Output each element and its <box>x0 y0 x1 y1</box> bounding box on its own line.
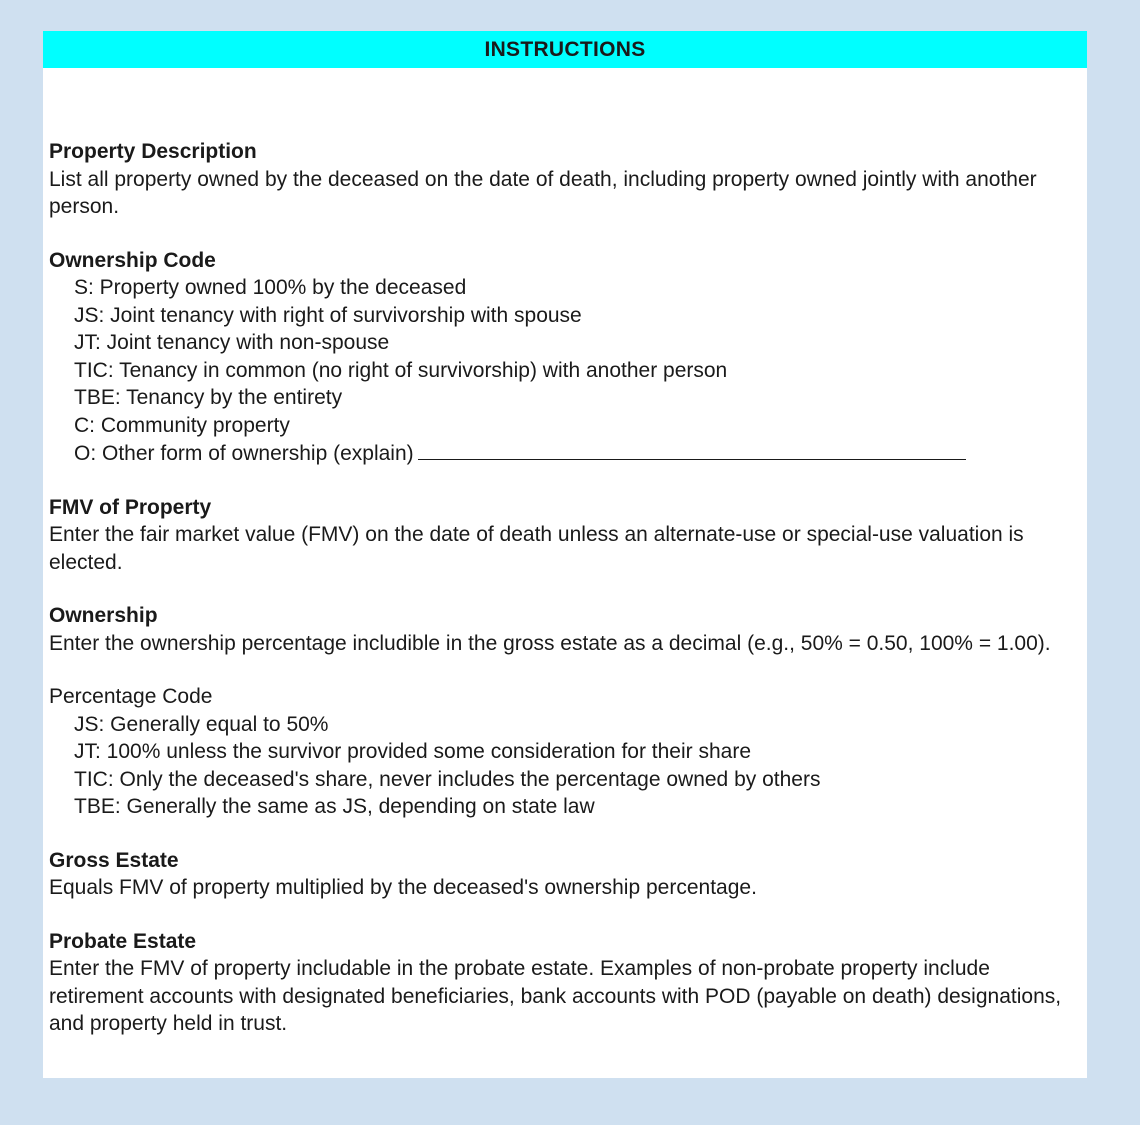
section-property-description <box>49 138 1079 221</box>
percentage-code-heading: Percentage Code <box>49 685 213 708</box>
section-probate-estate <box>49 928 1079 1038</box>
ownership-code-heading: Ownership Code <box>49 248 216 272</box>
ownership-code-item-other <box>74 439 1079 468</box>
percentage-code-item: TIC: Only the deceased's share, never includes the percentage owned by others <box>74 767 821 791</box>
gross-estate-heading: Gross Estate <box>49 848 179 872</box>
ownership-code-list <box>49 274 1079 468</box>
ownership-code-item: TBE: Tenancy by the entirety <box>74 386 343 409</box>
section-ownership-code <box>49 247 1079 468</box>
property-description-heading: Property Description <box>49 140 257 163</box>
ownership-heading: Ownership <box>49 604 158 627</box>
section-percentage-code <box>49 683 1079 821</box>
probate-estate-body: Enter the FMV of property includable in the probate estate. Examples of non-probate property include retirement accounts with designated beneficiaries, bank accounts with POD (payable on death) designations, and property held in trust. <box>49 957 1062 1035</box>
fmv-body: Enter the fair market value (FMV) on the date of death unless an alternate-use or special-use valuation is elected. <box>49 523 1024 574</box>
instructions-header <box>43 31 1087 68</box>
fmv-heading: FMV of Property <box>49 495 212 519</box>
ownership-code-item: JT: Joint tenancy with non-spouse <box>74 331 390 354</box>
ownership-code-item: O: Other form of ownership (explain) <box>74 442 414 465</box>
percentage-code-item: JS: Generally equal to 50% <box>74 712 329 736</box>
percentage-code-item: JT: 100% unless the survivor provided some consideration for their share <box>74 740 752 763</box>
ownership-code-item: C: Community property <box>74 413 290 437</box>
explain-blank-line <box>418 439 966 460</box>
instructions-content <box>49 138 1079 1064</box>
ownership-code-item: TIC: Tenancy in common (no right of survivorship) with another person <box>74 358 728 382</box>
property-description-body: List all property owned by the deceased on the date of death, including property owned jointly with another person. <box>49 167 1037 218</box>
ownership-body: Enter the ownership percentage includible in the gross estate as a decimal (e.g., 50% = 0.50, 100% = 1.00). <box>49 631 1051 655</box>
ownership-code-item: JS: Joint tenancy with right of survivorship with spouse <box>74 303 582 327</box>
section-ownership <box>49 602 1079 657</box>
instructions-title: INSTRUCTIONS <box>484 37 646 61</box>
instructions-sheet <box>43 31 1087 1078</box>
percentage-code-list <box>49 711 1079 821</box>
gross-estate-body: Equals FMV of property multiplied by the deceased's ownership percentage. <box>49 876 757 899</box>
probate-estate-heading: Probate Estate <box>49 929 197 953</box>
section-fmv-of-property <box>49 494 1079 577</box>
ownership-code-item: S: Property owned 100% by the deceased <box>74 276 467 299</box>
percentage-code-item: TBE: Generally the same as JS, depending on state law <box>74 795 595 818</box>
section-gross-estate <box>49 847 1079 902</box>
